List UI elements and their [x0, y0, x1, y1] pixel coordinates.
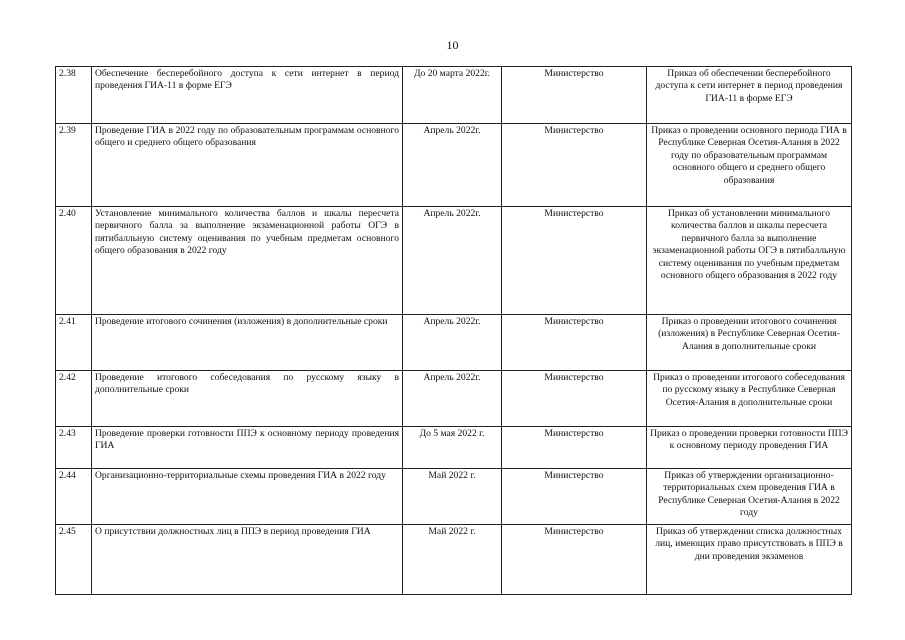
responsible-cell: Министерство — [502, 207, 647, 315]
event-cell: Организационно-территориальные схемы проведения ГИА в 2022 году — [92, 469, 403, 525]
responsible-cell: Министерство — [502, 427, 647, 469]
responsible-cell: Министерство — [502, 469, 647, 525]
event-cell: Проведение ГИА в 2022 году по образовательным программам основного общего и среднего общего образования — [92, 124, 403, 207]
event-cell: Проведение проверки готовности ППЭ к основному периоду проведения ГИА — [92, 427, 403, 469]
table-row — [56, 371, 852, 427]
plan-table — [55, 66, 852, 595]
event-cell: Проведение итогового сочинения (изложения) в дополнительные сроки — [92, 315, 403, 371]
deadline-cell: Апрель 2022г. — [403, 124, 502, 207]
row-number: 2.39 — [56, 124, 92, 207]
deadline-cell: До 20 марта 2022г. — [403, 67, 502, 124]
responsible-cell: Министерство — [502, 67, 647, 124]
table-row — [56, 469, 852, 525]
row-number: 2.40 — [56, 207, 92, 315]
deadline-cell: Апрель 2022г. — [403, 315, 502, 371]
document-cell: Приказ об утверждении организационно-территориальных схем проведения ГИА в Республике Северная Осетия-Алания в 2022 году — [647, 469, 852, 525]
row-number: 2.42 — [56, 371, 92, 427]
event-cell: О присутствии должностных лиц в ППЭ в период проведения ГИА — [92, 525, 403, 595]
deadline-cell: Май 2022 г. — [403, 525, 502, 595]
row-number: 2.38 — [56, 67, 92, 124]
table-row — [56, 67, 852, 124]
table-row — [56, 124, 852, 207]
table-row — [56, 525, 852, 595]
event-cell: Проведение итогового собеседования по русскому языку в дополнительные сроки — [92, 371, 403, 427]
document-cell: Приказ о проведении итогового собеседования по русскому языку в Республике Северная Осетия-Алания в дополнительные сроки — [647, 371, 852, 427]
document-cell: Приказ об утверждении списка должностных лиц, имеющих право присутствовать в ППЭ в дни проведения экзаменов — [647, 525, 852, 595]
deadline-cell: Апрель 2022г. — [403, 371, 502, 427]
deadline-cell: Апрель 2022г. — [403, 207, 502, 315]
row-number: 2.45 — [56, 525, 92, 595]
document-cell: Приказ о проведении итогового сочинения (изложения) в Республике Северная Осетия-Алания в дополнительные сроки — [647, 315, 852, 371]
row-number: 2.41 — [56, 315, 92, 371]
row-number: 2.44 — [56, 469, 92, 525]
deadline-cell: Май 2022 г. — [403, 469, 502, 525]
table-row — [56, 427, 852, 469]
table-row — [56, 315, 852, 371]
event-cell: Обеспечение бесперебойного доступа к сети интернет в период проведения ГИА-11 в форме ЕГЭ — [92, 67, 403, 124]
row-number: 2.43 — [56, 427, 92, 469]
event-cell: Установление минимального количества баллов и шкалы пересчета первичного балла за выполнение экзаменационной работы ОГЭ в пятибалльную систему оценивания по учебным предметам основного общего образования в 2022 году — [92, 207, 403, 315]
responsible-cell: Министерство — [502, 371, 647, 427]
deadline-cell: До 5 мая 2022 г. — [403, 427, 502, 469]
table-row — [56, 207, 852, 315]
document-cell: Приказ об обеспечении бесперебойного доступа к сети интернет в период проведения ГИА-11 в форме ЕГЭ — [647, 67, 852, 124]
responsible-cell: Министерство — [502, 315, 647, 371]
page-number: 10 — [446, 38, 459, 52]
responsible-cell: Министерство — [502, 124, 647, 207]
responsible-cell: Министерство — [502, 525, 647, 595]
document-cell: Приказ о проведении основного периода ГИА в Республике Северная Осетия-Алания в 2022 году по образовательным программам основного общего и среднего общего образования — [647, 124, 852, 207]
document-cell: Приказ об установлении минимального количества баллов и шкалы пересчета первичного балла за выполнение экзаменационной работы ОГЭ в пятибалльную систему оценивания по учебным предметам основного общего образования в 2022 году — [647, 207, 852, 315]
document-cell: Приказ о проведении проверки готовности ППЭ к основному периоду проведения ГИА — [647, 427, 852, 469]
